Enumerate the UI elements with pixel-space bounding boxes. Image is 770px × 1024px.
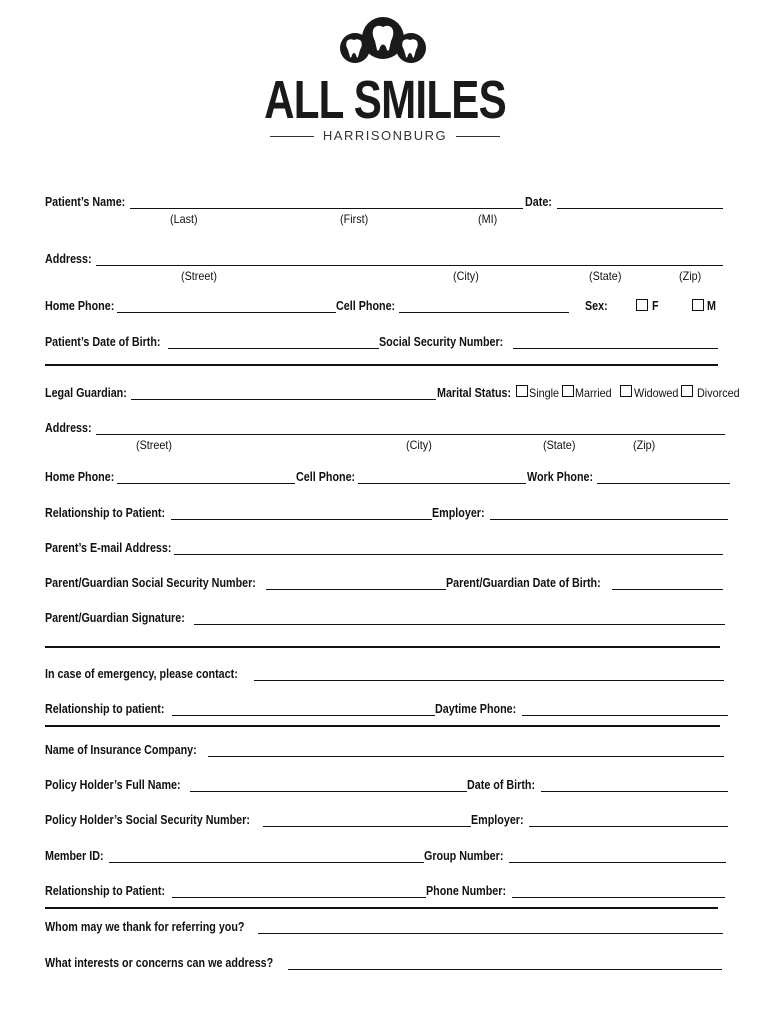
patient-address-field[interactable] — [96, 253, 723, 266]
brand-divider-left — [270, 136, 314, 137]
insurance-dob-label: Date of Birth: — [467, 778, 536, 792]
first-hint: (First) — [340, 212, 369, 226]
brand-name: ALL SMILES — [264, 70, 506, 130]
guardian-ssn-field[interactable] — [266, 577, 446, 590]
parent-email-field[interactable] — [174, 542, 723, 555]
widowed-checkbox[interactable] — [620, 385, 632, 397]
insurance-company-label: Name of Insurance Company: — [45, 743, 197, 757]
guardian-home-phone-field[interactable] — [117, 471, 295, 484]
date-field[interactable] — [557, 196, 723, 209]
guardian-work-phone-label: Work Phone: — [527, 470, 594, 484]
insurance-dob-field[interactable] — [541, 779, 728, 792]
guardian-work-phone-field[interactable] — [597, 471, 730, 484]
state-hint: (State) — [589, 269, 622, 283]
guardian-address-label: Address: — [45, 421, 92, 435]
guardian-employer-label: Employer: — [432, 506, 485, 520]
insurance-company-field[interactable] — [208, 744, 724, 757]
sex-label: Sex: — [585, 299, 608, 313]
emergency-relationship-label: Relationship to patient: — [45, 702, 165, 716]
group-number-label: Group Number: — [424, 849, 504, 863]
legal-guardian-field[interactable] — [131, 387, 436, 400]
street-hint: (Street) — [181, 269, 218, 283]
policy-holder-ssn-field[interactable] — [263, 814, 471, 827]
insurance-phone-field[interactable] — [512, 885, 725, 898]
single-checkbox[interactable] — [516, 385, 528, 397]
patient-name-field[interactable] — [130, 196, 523, 209]
interests-field[interactable] — [288, 957, 722, 970]
guardian-city-hint: (City) — [406, 438, 432, 452]
guardian-employer-field[interactable] — [490, 507, 728, 520]
guardian-home-phone-label: Home Phone: — [45, 470, 115, 484]
marital-status-label: Marital Status: — [437, 386, 512, 400]
referral-field[interactable] — [258, 921, 723, 934]
married-checkbox[interactable] — [562, 385, 574, 397]
date-label: Date: — [525, 195, 552, 209]
sex-f-label: F — [652, 299, 659, 313]
patient-name-label: Patient’s Name: — [45, 195, 126, 209]
insurance-relationship-label: Relationship to Patient: — [45, 884, 166, 898]
policy-holder-name-field[interactable] — [190, 779, 467, 792]
group-number-field[interactable] — [509, 850, 726, 863]
tooth-logo-icon — [333, 16, 433, 68]
widowed-label: Widowed — [634, 386, 679, 400]
guardian-dob-field[interactable] — [612, 577, 723, 590]
member-id-field[interactable] — [109, 850, 424, 863]
sex-m-checkbox[interactable] — [692, 299, 704, 311]
patient-address-label: Address: — [45, 252, 92, 266]
insurance-relationship-field[interactable] — [172, 885, 426, 898]
guardian-signature-field[interactable] — [194, 612, 725, 625]
single-label: Single — [529, 386, 560, 400]
section-divider — [45, 725, 720, 727]
guardian-state-hint: (State) — [543, 438, 576, 452]
last-hint: (Last) — [170, 212, 198, 226]
guardian-zip-hint: (Zip) — [633, 438, 656, 452]
guardian-relationship-field[interactable] — [171, 507, 432, 520]
emergency-contact-label: In case of emergency, please contact: — [45, 667, 238, 681]
city-hint: (City) — [453, 269, 479, 283]
guardian-address-field[interactable] — [96, 422, 725, 435]
guardian-cell-phone-label: Cell Phone: — [296, 470, 356, 484]
divorced-checkbox[interactable] — [681, 385, 693, 397]
patient-ssn-field[interactable] — [513, 336, 718, 349]
patient-home-phone-field[interactable] — [117, 300, 336, 313]
daytime-phone-label: Daytime Phone: — [435, 702, 517, 716]
member-id-label: Member ID: — [45, 849, 104, 863]
guardian-ssn-label: Parent/Guardian Social Security Number: — [45, 576, 256, 590]
patient-dob-field[interactable] — [168, 336, 379, 349]
guardian-signature-label: Parent/Guardian Signature: — [45, 611, 185, 625]
patient-dob-label: Patient’s Date of Birth: — [45, 335, 161, 349]
guardian-relationship-label: Relationship to Patient: — [45, 506, 166, 520]
interests-label: What interests or concerns can we address? — [45, 956, 274, 970]
policy-holder-name-label: Policy Holder’s Full Name: — [45, 778, 181, 792]
section-divider — [45, 907, 718, 909]
insurance-employer-field[interactable] — [529, 814, 728, 827]
zip-hint: (Zip) — [679, 269, 702, 283]
patient-cell-phone-label: Cell Phone: — [336, 299, 396, 313]
guardian-cell-phone-field[interactable] — [358, 471, 526, 484]
brand-divider-right — [456, 136, 500, 137]
section-divider — [45, 364, 718, 366]
emergency-relationship-field[interactable] — [172, 703, 435, 716]
sex-f-checkbox[interactable] — [636, 299, 648, 311]
parent-email-label: Parent’s E-mail Address: — [45, 541, 172, 555]
daytime-phone-field[interactable] — [522, 703, 728, 716]
insurance-employer-label: Employer: — [471, 813, 524, 827]
patient-home-phone-label: Home Phone: — [45, 299, 115, 313]
insurance-phone-label: Phone Number: — [426, 884, 507, 898]
policy-holder-ssn-label: Policy Holder’s Social Security Number: — [45, 813, 250, 827]
guardian-street-hint: (Street) — [136, 438, 173, 452]
patient-ssn-label: Social Security Number: — [379, 335, 504, 349]
married-label: Married — [575, 386, 612, 400]
section-divider — [45, 646, 720, 648]
divorced-label: Divorced — [697, 386, 740, 400]
guardian-dob-label: Parent/Guardian Date of Birth: — [446, 576, 601, 590]
brand-location: HARRISONBURG — [322, 128, 448, 143]
sex-m-label: M — [707, 299, 716, 313]
patient-cell-phone-field[interactable] — [399, 300, 569, 313]
legal-guardian-label: Legal Guardian: — [45, 386, 127, 400]
mi-hint: (MI) — [478, 212, 498, 226]
referral-label: Whom may we thank for referring you? — [45, 920, 245, 934]
emergency-contact-field[interactable] — [254, 668, 724, 681]
